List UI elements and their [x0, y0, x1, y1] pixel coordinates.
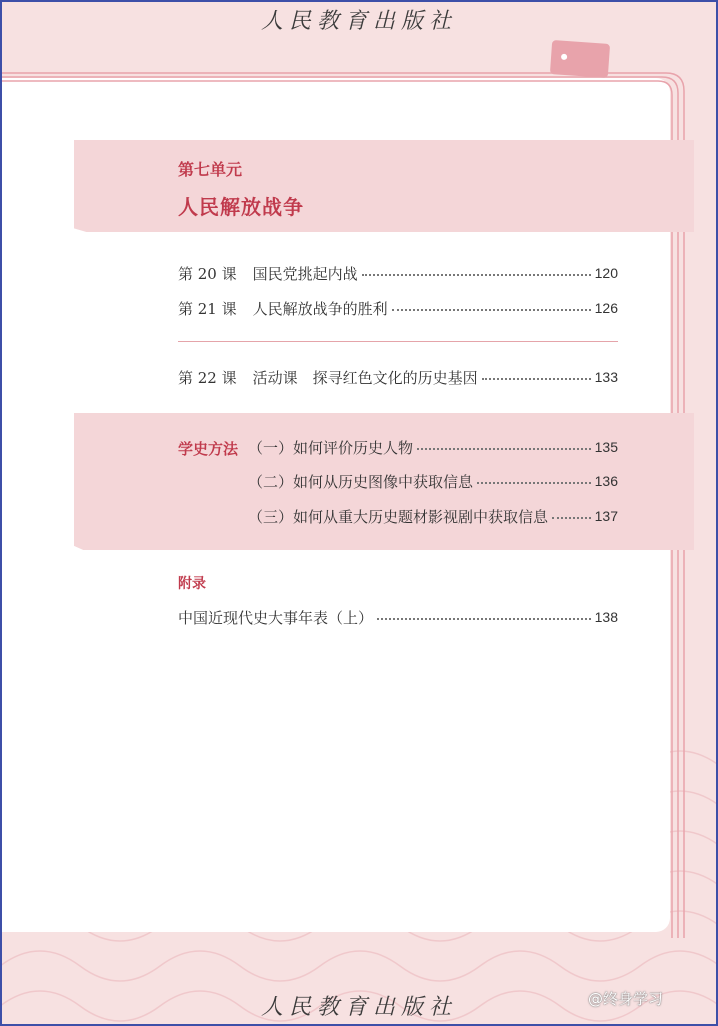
method-title: （三）如何从重大历史题材影视剧中获取信息 [248, 507, 549, 526]
toc-entry-lesson-21[interactable] [178, 297, 618, 319]
section-divider [178, 341, 618, 342]
page-number: 138 [594, 609, 618, 625]
page-number: 133 [594, 369, 618, 385]
leader-dots [417, 448, 591, 450]
page-number: 126 [594, 300, 618, 316]
unit-title: 人民解放战争 [178, 195, 304, 219]
lesson-number: 第 22 课 [178, 368, 237, 387]
toc-entry-method-3[interactable] [248, 505, 618, 527]
method-title: （一）如何评价历史人物 [248, 438, 414, 457]
leader-dots [377, 618, 591, 620]
page-number: 137 [594, 508, 618, 524]
leader-dots [477, 482, 591, 484]
unit-header-band [74, 140, 694, 232]
lesson-title: 人民解放战争的胜利 [252, 299, 388, 318]
lesson-title: 国民党挑起内战 [252, 264, 358, 283]
toc-entry-method-2[interactable] [248, 470, 618, 492]
toc-entry-method-1[interactable] [248, 436, 618, 458]
toc-entry-lesson-20[interactable] [178, 262, 618, 284]
method-title: （二）如何从历史图像中获取信息 [248, 472, 474, 491]
page-number: 135 [594, 439, 618, 455]
lesson-number: 第 21 课 [178, 299, 237, 318]
method-label: 学史方法 [178, 440, 239, 458]
appendix-label: 附录 [178, 576, 206, 592]
publisher-logo-bottom: 人民教育出版社 [260, 995, 457, 1020]
leader-dots [362, 274, 591, 276]
toc-entry-lesson-22[interactable] [178, 366, 618, 388]
lesson-number: 第 20 课 [178, 264, 237, 283]
toc-entry-appendix[interactable] [178, 606, 618, 628]
bookmark-tab-icon [550, 40, 610, 78]
page-number: 120 [594, 265, 618, 281]
publisher-logo-top: 人民教育出版社 [260, 9, 457, 34]
watermark: @终身学习 [588, 990, 664, 1008]
page-number: 136 [594, 473, 618, 489]
lesson-title: 活动课 探寻红色文化的历史基因 [252, 368, 478, 387]
appendix-title: 中国近现代史大事年表（上） [178, 608, 374, 627]
leader-dots [482, 378, 591, 380]
leader-dots [552, 517, 591, 519]
leader-dots [392, 309, 591, 311]
unit-number: 第七单元 [178, 160, 243, 179]
